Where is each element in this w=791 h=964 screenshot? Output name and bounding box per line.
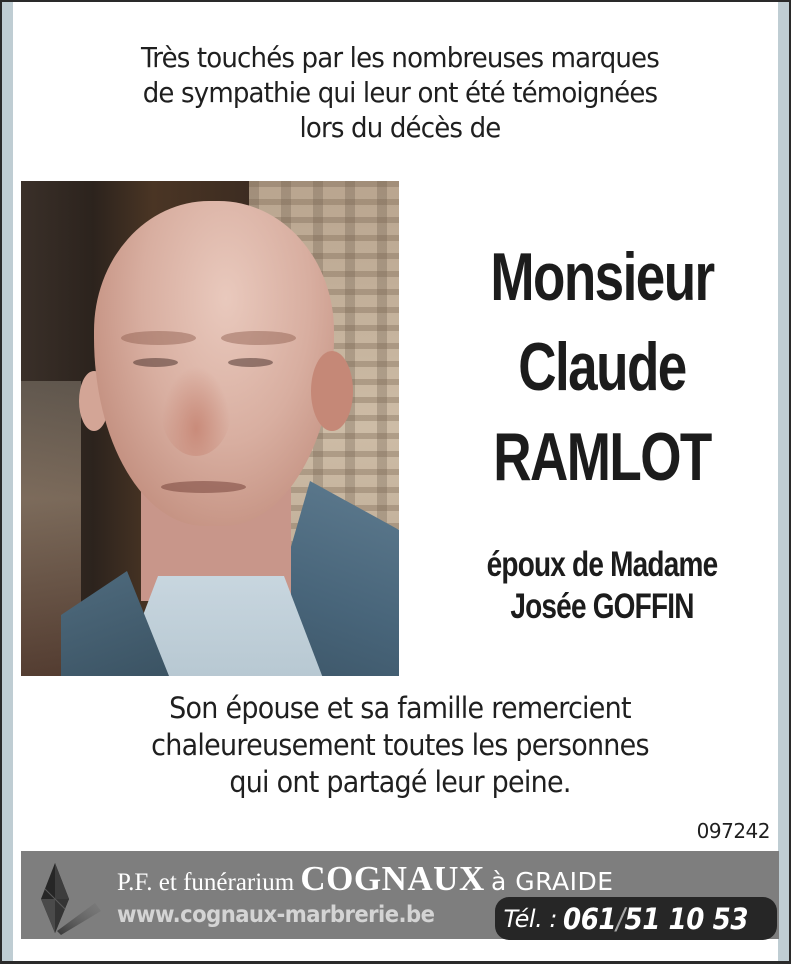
photo-eye-left [133,358,178,367]
phone-pill[interactable] [495,897,777,940]
spouse-info [422,544,782,628]
left-side-strip [2,2,13,961]
deceased-last-name: RAMLOT [493,419,711,495]
phone-part-1: 061 [562,901,617,936]
thanks-line: chaleureusement toutes les personnes [151,728,649,762]
funeral-home-banner [21,851,779,939]
deceased-name [422,232,782,502]
phone-label: Tél. : [503,904,557,933]
funeral-home-town: à GRAIDE [490,867,614,896]
phone-number [563,902,748,936]
deceased-title: Monsieur [490,239,714,315]
funeral-home-name [117,861,614,901]
photo-ear-right [311,351,353,431]
intro-line: Très touchés par les nombreuses marques [141,41,659,74]
funeral-home-prefix: P.F. et funérarium [117,869,295,896]
thanks-line: qui ont partagé leur peine. [229,765,571,799]
phone-slash: / [616,901,625,936]
thanks-line: Son épouse et sa famille remercient [169,691,631,725]
portrait-photo [21,181,399,676]
thanks-text [48,690,753,801]
spouse-line-1: époux de Madame [486,545,718,584]
reference-number: 097242 [696,819,770,843]
photo-nose [161,366,231,456]
website-link[interactable]: www.cognaux-marbrerie.be [117,902,435,928]
phone-part-2: 51 10 53 [624,901,748,936]
intro-line: de sympathie qui leur ont été témoignées [142,76,658,109]
photo-mouth [161,481,246,493]
deceased-first-name: Claude [518,329,686,405]
photo-brow-left [121,331,196,345]
intro-line: lors du décès de [299,111,501,144]
photo-brow-right [221,331,296,345]
funeral-home-brand: COGNAUX [300,859,485,898]
diamond-crystal-icon [37,859,107,937]
intro-text [48,40,753,145]
spouse-line-2: Josée GOFFIN [510,587,694,626]
photo-eye-right [228,358,273,367]
